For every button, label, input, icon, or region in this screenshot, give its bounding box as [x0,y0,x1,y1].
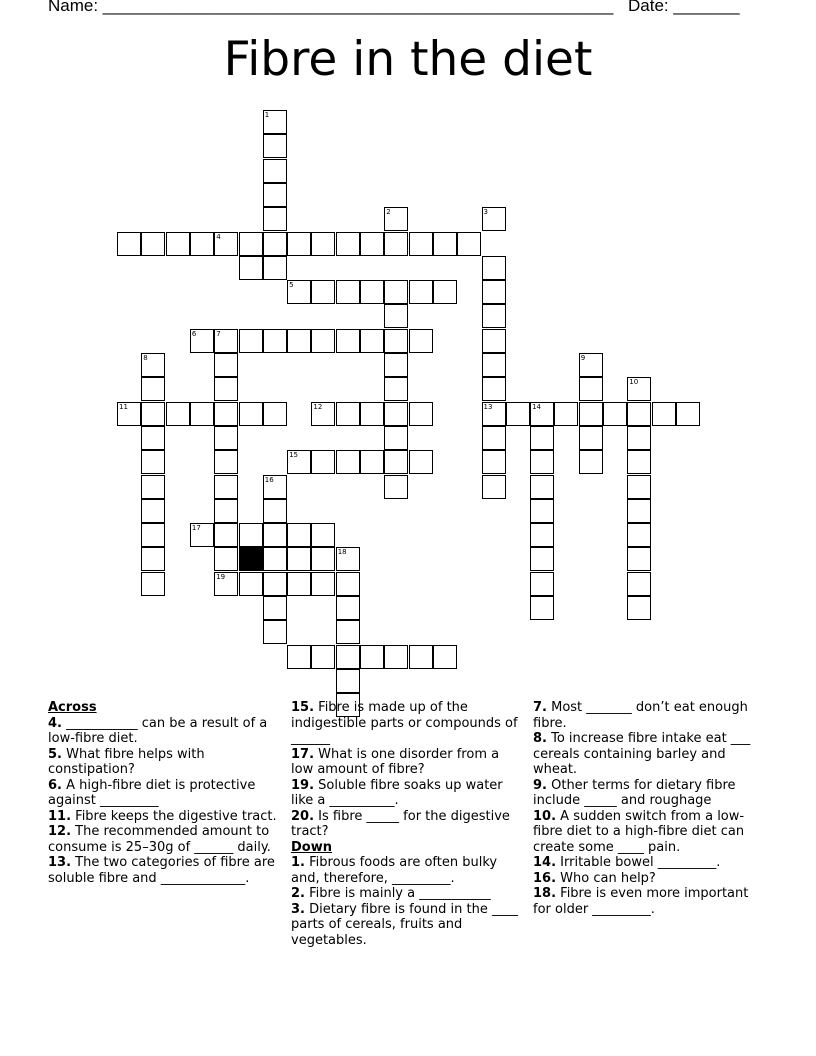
clue-item-text: Fibrous foods are often bulky and, therefore, _________. [291,855,498,886]
crossword-cell[interactable] [579,353,603,377]
crossword-cell[interactable] [263,572,287,596]
crossword-cell[interactable] [384,304,408,328]
clue-item-number: 14. [533,855,557,870]
crossword-cell[interactable] [530,572,554,596]
crossword-cell[interactable] [141,499,165,523]
crossword-cell[interactable] [214,402,238,426]
crossword-cell[interactable] [263,183,287,207]
clue-item [291,886,523,902]
clue-number: 7 [216,329,221,338]
clue-item-text: The two categories of fibre are soluble fibre and _____________. [48,855,275,886]
crossword-cell[interactable] [141,232,165,256]
crossword-cell[interactable] [409,280,433,304]
clue-item-number: 19. [291,777,315,793]
crossword-cell[interactable] [263,620,287,644]
crossword-cell[interactable] [190,232,214,256]
clue-item [533,778,765,809]
crossword-cell[interactable] [482,426,506,450]
crossword-cell[interactable] [627,572,651,596]
crossword-cell[interactable] [336,329,360,353]
crossword-cell[interactable] [287,232,311,256]
crossword-cell[interactable] [530,402,554,426]
crossword-cell[interactable] [214,377,238,401]
crossword-cell[interactable] [239,232,263,256]
clue-item [291,747,523,778]
crossword-cell[interactable] [311,402,335,426]
crossword-cell[interactable] [530,426,554,450]
crossword-cell[interactable] [287,329,311,353]
crossword-cell[interactable] [287,645,311,669]
clue-item [291,809,523,840]
clue-item-text: Irritable bowel _________. [556,855,721,870]
name-line[interactable]: Name: ______________________________________________________ [48,0,614,15]
crossword-cell[interactable] [336,402,360,426]
crossword-cell[interactable] [360,402,384,426]
down-heading: Down [291,839,332,855]
clue-item-text: A high-fibre diet is protective against _________ [48,777,256,808]
clue-item-text: Who can help? [556,870,656,886]
clue-item-number: 12. [48,824,72,839]
crossword-cell[interactable] [263,329,287,353]
clue-item [48,716,280,747]
crossword-cell[interactable] [311,450,335,474]
clue-item-text: ___________ can be a result of a low-fibre diet. [48,715,268,746]
clue-item-number: 1. [291,855,305,870]
crossword-cell[interactable] [336,280,360,304]
clue-item-number: 6. [48,777,62,793]
clue-item [291,778,523,809]
crossword-cell[interactable] [263,402,287,426]
crossword-cell[interactable] [239,402,263,426]
clue-column-2 [291,700,523,948]
clue-column-3 [533,700,765,917]
crossword-cell[interactable] [287,547,311,571]
crossword-cell[interactable] [384,329,408,353]
clue-number: 18 [337,548,347,557]
clue-item [291,902,523,949]
crossword-cell[interactable] [214,523,238,547]
crossword-cell[interactable] [336,596,360,620]
clue-number: 15 [289,451,299,460]
crossword-cell[interactable] [579,377,603,401]
crossword-cell[interactable] [627,450,651,474]
puzzle-title: Fibre in the diet [223,32,593,87]
clue-item [48,855,280,886]
crossword-cell[interactable] [579,450,603,474]
crossword-cell[interactable] [506,402,530,426]
across-clue-list [48,716,280,887]
crossword-cell[interactable] [141,426,165,450]
crossword-cell[interactable] [141,572,165,596]
crossword-cell[interactable] [530,499,554,523]
clue-item [533,700,765,731]
crossword-cell[interactable] [409,450,433,474]
crossword-cell[interactable] [214,475,238,499]
crossword-cell[interactable] [336,572,360,596]
crossword-cell[interactable] [214,547,238,571]
clue-item-text: Fibre is made up of the indigestible parts or compounds of ______ [291,700,518,746]
crossword-cell[interactable] [263,134,287,158]
clue-item-text: Fibre is mainly a ___________ [304,886,491,901]
crossword-cell[interactable] [263,475,287,499]
crossword-cell[interactable] [579,402,603,426]
crossword-cell[interactable] [384,232,408,256]
clue-item-number: 10. [533,808,557,824]
clue-number: 13 [483,402,493,411]
clue-number: 9 [580,354,586,362]
clue-number: 5 [289,281,294,290]
clue-number: 17 [191,524,201,533]
crossword-cell[interactable] [141,547,165,571]
crossword-cell[interactable] [384,207,408,231]
crossword-cell[interactable] [433,645,457,669]
clue-item-text: What fibre helps with constipation? [48,746,205,777]
clue-item-number: 15. [291,700,315,715]
clue-item-number: 3. [291,901,305,917]
crossword-cell[interactable] [336,547,360,571]
crossword-cell[interactable] [336,645,360,669]
clue-item-number: 18. [533,886,557,901]
crossword-cell[interactable] [166,402,190,426]
clue-item [291,700,523,747]
crossword-cell[interactable] [482,475,506,499]
crossword-cell[interactable] [433,232,457,256]
crossword-block [239,547,263,571]
clue-column-1 [48,700,280,886]
crossword-cell[interactable] [263,523,287,547]
crossword-cell[interactable] [530,475,554,499]
crossword-cell[interactable] [214,426,238,450]
crossword-cell[interactable] [482,450,506,474]
clue-number: 4 [216,232,221,241]
clue-item-number: 17. [291,746,315,762]
clue-number: 3 [483,208,488,217]
crossword-cell[interactable] [239,256,263,280]
clue-number: 10 [629,378,639,387]
clue-number: 19 [216,572,226,581]
crossword-cell[interactable] [311,572,335,596]
crossword-cell[interactable] [239,572,263,596]
clue-item-number: 11. [48,808,72,824]
crossword-cell[interactable] [360,450,384,474]
clue-number: 8 [143,354,148,362]
crossword-cell[interactable] [190,329,214,353]
clue-item-number: 7. [533,700,547,715]
crossword-cell[interactable] [214,232,238,256]
clue-item-text: Most _______ don’t eat enough fibre. [533,700,748,731]
crossword-cell[interactable] [409,402,433,426]
crossword-cell[interactable] [530,523,554,547]
crossword-cell[interactable] [190,523,214,547]
clue-item-number: 5. [48,746,62,762]
crossword-cell[interactable] [214,572,238,596]
clue-item [533,886,765,917]
clue-item-text: The recommended amount to consume is 25–30g of ______ daily. [48,824,271,855]
crossword-cell[interactable] [603,402,627,426]
crossword-cell[interactable] [384,402,408,426]
clue-item-text: Soluble fibre soaks up water like a __________. [291,777,503,808]
crossword-cell[interactable] [141,377,165,401]
crossword-cell[interactable] [627,426,651,450]
crossword-cell[interactable] [482,353,506,377]
crossword-cell[interactable] [263,159,287,183]
crossword-cell[interactable] [287,572,311,596]
crossword-cell[interactable] [166,232,190,256]
clue-number: 6 [191,329,197,338]
crossword-cell[interactable] [311,329,335,353]
crossword-cell[interactable] [482,304,506,328]
clue-item-number: 16. [533,870,557,886]
crossword-cell[interactable] [384,645,408,669]
crossword-cell[interactable] [117,232,141,256]
crossword-cell[interactable] [311,232,335,256]
crossword-cell[interactable] [311,547,335,571]
crossword-cell[interactable] [627,596,651,620]
crossword-cell[interactable] [214,353,238,377]
clue-item [533,855,765,871]
clue-item-number: 20. [291,808,315,824]
crossword-cell[interactable] [263,547,287,571]
crossword-cell[interactable] [530,596,554,620]
clue-item-number: 13. [48,855,72,870]
crossword-cell[interactable] [384,377,408,401]
crossword-cell[interactable] [141,450,165,474]
crossword-cell[interactable] [239,329,263,353]
crossword-cell[interactable] [384,280,408,304]
crossword-cell[interactable] [384,475,408,499]
crossword-cell[interactable] [627,377,651,401]
crossword-cell[interactable] [336,669,360,693]
across-clue-list-continued [291,700,523,840]
crossword-cell[interactable] [627,402,651,426]
crossword-cell[interactable] [457,232,481,256]
clue-number: 14 [532,402,542,411]
crossword-cell[interactable] [311,280,335,304]
clue-item [48,747,280,778]
crossword-cell[interactable] [141,475,165,499]
crossword-cell[interactable] [360,645,384,669]
clue-number: 1 [264,111,270,119]
crossword-cell[interactable] [263,596,287,620]
crossword-cell[interactable] [214,329,238,353]
crossword-cell[interactable] [141,402,165,426]
crossword-cell[interactable] [336,620,360,644]
date-line[interactable]: Date: _______ [628,0,740,15]
crossword-cell[interactable] [263,232,287,256]
crossword-cell[interactable] [287,523,311,547]
clue-item-text: To increase fibre intake eat ___ cereals containing barley and wheat. [533,731,751,777]
crossword-cell[interactable] [141,353,165,377]
clue-number: 11 [119,402,128,411]
clue-item [48,824,280,855]
crossword-cell[interactable] [239,523,263,547]
across-heading: Across [48,700,97,715]
crossword-cell[interactable] [482,377,506,401]
clue-item [533,731,765,778]
crossword-cell[interactable] [263,256,287,280]
crossword-cell[interactable] [530,450,554,474]
clue-item [291,855,523,886]
crossword-cell[interactable] [384,353,408,377]
clue-item-text: Is fibre _____ for the digestive tract? [291,808,510,839]
crossword-cell[interactable] [141,523,165,547]
crossword-cell[interactable] [287,280,311,304]
down-clue-list-continued [533,700,765,917]
crossword-cell[interactable] [676,402,700,426]
crossword-cell[interactable] [482,402,506,426]
crossword-cell[interactable] [214,499,238,523]
clue-item [48,809,280,825]
clue-item-text: Other terms for dietary fibre include _____ and roughage [533,777,736,808]
crossword-cell[interactable] [336,450,360,474]
clue-item-number: 8. [533,731,547,746]
clue-number: 2 [386,208,391,217]
clue-number: 12 [313,402,323,411]
clue-item-text: Fibre is even more important for older _________. [533,886,749,917]
clue-item-number: 2. [291,886,305,901]
crossword-cell[interactable] [263,207,287,231]
crossword-cell[interactable] [409,329,433,353]
crossword-cell[interactable] [190,402,214,426]
crossword-cell[interactable] [311,523,335,547]
crossword-cell[interactable] [627,547,651,571]
crossword-cell[interactable] [627,499,651,523]
crossword-cell[interactable] [360,329,384,353]
clue-item-text: Dietary fibre is found in the ____ parts of cereals, fruits and vegetables. [291,901,518,948]
clue-number: 16 [264,475,274,484]
crossword-cell[interactable] [311,645,335,669]
crossword-cell[interactable] [627,475,651,499]
crossword-cell[interactable] [409,645,433,669]
crossword-cell[interactable] [554,402,578,426]
crossword-cell[interactable] [384,450,408,474]
down-clue-list [291,855,523,948]
crossword-cell[interactable] [482,256,506,280]
crossword-cell[interactable] [482,280,506,304]
crossword-cell[interactable] [530,547,554,571]
crossword-cell[interactable] [263,499,287,523]
clue-item-number: 9. [533,777,547,793]
clue-item-text: What is one disorder from a low amount of fibre? [291,746,500,777]
crossword-cell[interactable] [117,402,141,426]
crossword-cell[interactable] [263,110,287,134]
crossword-cell[interactable] [579,426,603,450]
crossword-cell[interactable] [287,450,311,474]
clue-item-number: 4. [48,715,62,731]
crossword-cell[interactable] [360,232,384,256]
crossword-cell[interactable] [409,232,433,256]
clue-item [533,871,765,887]
clue-item-text: Fibre keeps the digestive tract. [71,808,277,824]
crossword-cell[interactable] [482,207,506,231]
crossword-cell[interactable] [360,280,384,304]
crossword-cell[interactable] [214,450,238,474]
clue-item-text: A sudden switch from a low-fibre diet to a high-fibre diet can create some ____ pain. [533,808,745,855]
crossword-cell[interactable] [482,329,506,353]
clue-item [48,778,280,809]
crossword-cell[interactable] [627,523,651,547]
crossword-cell[interactable] [336,232,360,256]
crossword-cell[interactable] [384,426,408,450]
crossword-cell[interactable] [433,280,457,304]
crossword-cell[interactable] [652,402,676,426]
clue-item [533,809,765,856]
